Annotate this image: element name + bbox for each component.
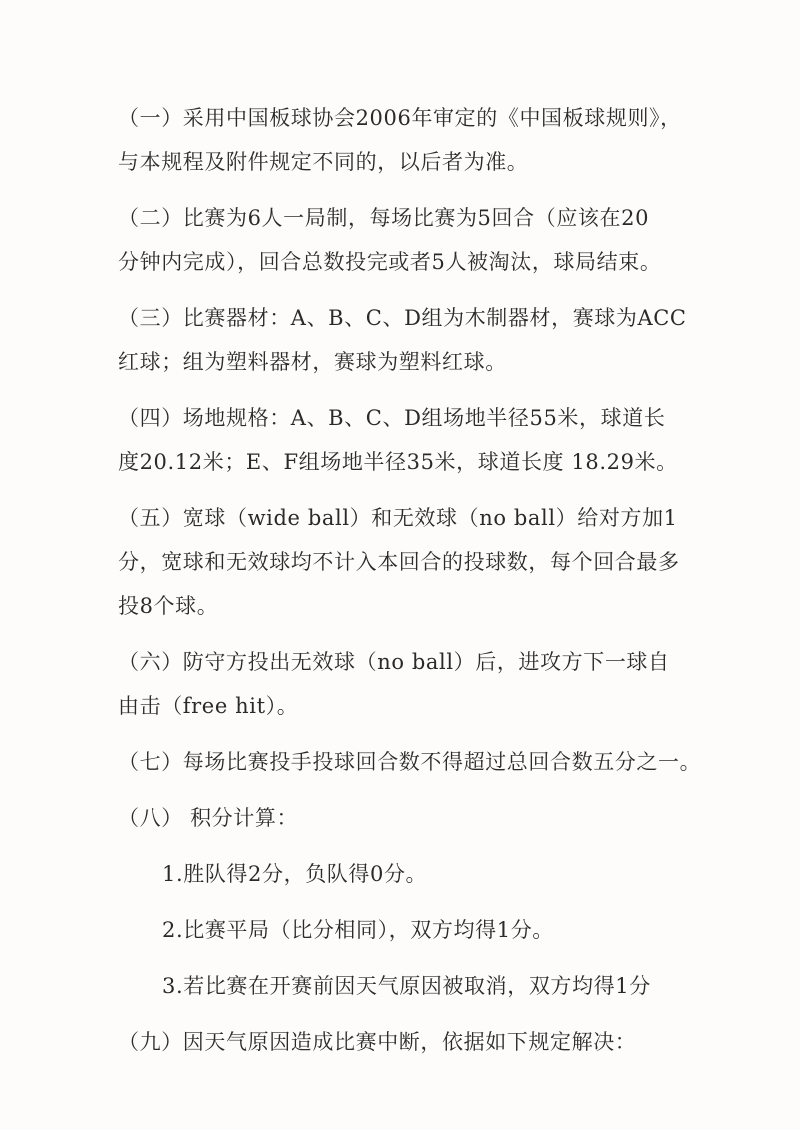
paragraph-2 [118, 196, 722, 284]
scoring-item-2: 2.比赛平局（比分相同），双方均得1分。 [162, 918, 554, 942]
paragraph-line: （五）宽球（wide ball）和无效球（no ball）给对方加1 [118, 506, 678, 530]
paragraph-line: 与本规程及附件规定不同的，以后者为准。 [118, 150, 529, 174]
paragraph-line: （三）比赛器材：A、B、C、D组为木制器材，赛球为ACC [118, 306, 687, 330]
paragraph-line: 由击（free hit）。 [118, 694, 299, 718]
paragraph-line: （九）因天气原因造成比赛中断，依据如下规定解决： [118, 1030, 637, 1054]
paragraph-1 [118, 96, 722, 184]
paragraph-6 [118, 640, 722, 728]
paragraph-line: 分，宽球和无效球均不计入本回合的投球数，每个回合最多 [118, 550, 680, 574]
paragraph-line: 投8个球。 [118, 594, 219, 618]
scoring-item-1: 1.胜队得2分，负队得0分。 [162, 862, 428, 886]
paragraph-line: 度20.12米；E、F组场地半径35米，球道长度 18.29米。 [118, 450, 678, 474]
paragraph-line: （一）采用中国板球协会2006年审定的《中国板球规则》， [118, 106, 682, 130]
paragraph-4 [118, 396, 722, 484]
paragraph-3 [118, 296, 722, 384]
paragraph-7 [118, 740, 722, 784]
paragraph-line: （八） 积分计算： [118, 806, 299, 830]
paragraph-5 [118, 496, 722, 628]
paragraph-9 [118, 1020, 722, 1064]
paragraph-line: （四）场地规格：A、B、C、D组场地半径55米，球道长 [118, 406, 666, 430]
paragraph-line: 红球；组为塑料器材，赛球为塑料红球。 [118, 350, 507, 374]
paragraph-line: （七）每场比赛投手投球回合数不得超过总回合数五分之一。 [118, 750, 702, 774]
paragraph-line: 分钟内完成），回合总数投完或者5人被淘汰，球局结束。 [118, 250, 662, 274]
paragraph-line: （二）比赛为6人一局制，每场比赛为5回合（应该在20 [118, 206, 650, 230]
scoring-item-3: 3.若比赛在开赛前因天气原因被取消，双方均得1分 [162, 974, 651, 998]
paragraph-8-heading [118, 796, 722, 840]
paragraph-line: （六）防守方投出无效球（no ball）后，进攻方下一球自 [118, 650, 670, 674]
